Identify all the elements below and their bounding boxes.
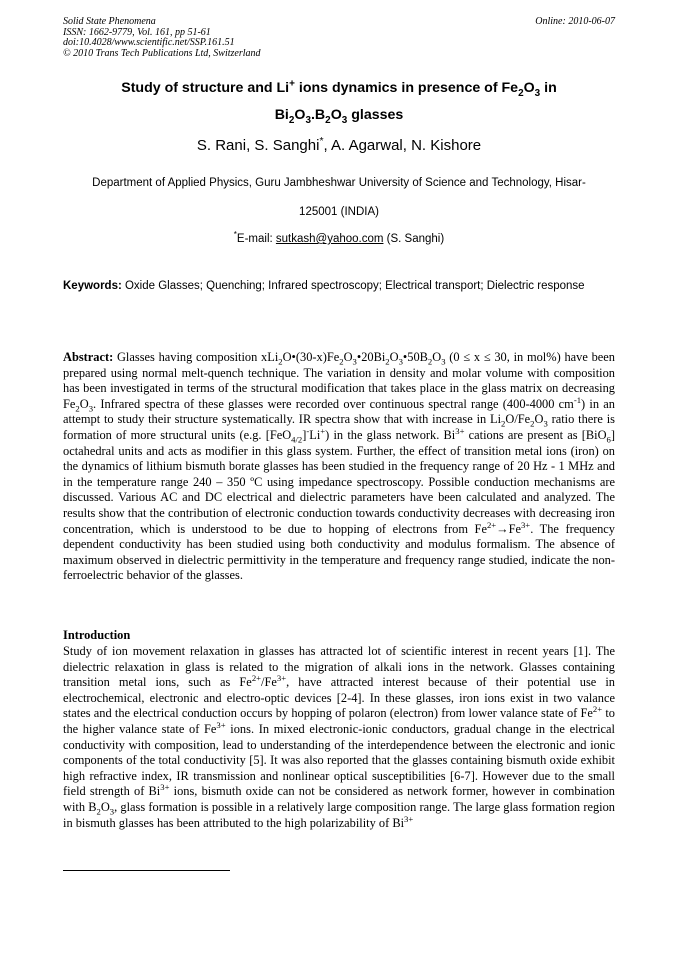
- email-note: (S. Sanghi): [383, 233, 445, 245]
- intro-sup: 3+: [276, 673, 287, 684]
- author-text: , A. Agarwal, N. Kishore: [323, 137, 482, 154]
- abstract-text: O/Fe: [505, 412, 531, 427]
- abstract-text: O: [79, 396, 89, 411]
- title-text: .B: [310, 107, 326, 123]
- issn-line: ISSN: 1662-9779, Vol. 161, pp 51-61: [63, 26, 211, 38]
- affiliation-line-2: 125001 (INDIA): [299, 206, 379, 218]
- abstract-text: O: [534, 412, 544, 427]
- intro-sup: 2+: [592, 704, 603, 715]
- paper-title-line-2: [63, 107, 615, 126]
- corresponding-mark: *: [319, 135, 324, 147]
- intro-text: , have attracted interest because of their potential use in electrochemical, electronic and electro-optic devices [2-4]. In these glasses, iron ions exist in two valance states and the electrical conduction occurs by hopping of polaron (electron) from lower valance state of Fe: [63, 675, 615, 721]
- abstract-text: →Fe: [496, 521, 521, 536]
- intro-text: to the higher valance state of Fe: [63, 706, 615, 736]
- title-sub: 3: [305, 114, 311, 126]
- intro-sub: 3: [109, 806, 115, 817]
- intro-text: /Fe: [261, 675, 277, 690]
- abstract-text: ) in an attempt to study their structure systematically. IR spectra show that with increase in Li: [63, 396, 616, 427]
- abstract-text: . The frequency dependent conductivity has been studied using both conductivity and modulus formalism. The absence of maximum observed in dielectric permittivity in the temperature and frequency range studied, indicate the non-ferroelectric behavior of the glasses.: [63, 521, 615, 583]
- intro-sup: 3+: [160, 782, 170, 793]
- abstract-text: . Infrared spectra of these glasses were recorded over continuous spectral range (400-4000 cm: [93, 396, 574, 411]
- email-label: E-mail:: [236, 233, 276, 245]
- title-sub: 3: [341, 114, 348, 126]
- abstract-sup: 2+: [486, 519, 497, 530]
- abstract-sup: +: [320, 425, 326, 436]
- intro-text: ions, bismuth oxide can not be considered as network former, however in combination with B: [63, 784, 615, 814]
- abstract-text: (0 ≤ x ≤ 30, in mol%) have been prepared using normal melt-quench technique. The variation in density and molar volume with composition has been investigated in terms of the structural modification that takes place in the glass matrix on decreasing Fe: [63, 350, 615, 411]
- abstract-text: ] octahedral units and acts as modifier in this glass system. Further, the effect of transition metal ions (iron) on the dynamics of lithium bismuth borate glasses has been studied in the frequency range of 20 Hz - 1 MHz and in the temperature range 240 – 350 ºC using impedance spectroscopy. Possible conduction mechanisms are discussed. Various AC and DC electrical and dielectric parameters have been calculated and analyzed. The results show that the contribution of electronic conduction towards conductivity decreases with decreasing iron concentration, which is understood to be due to hopping of electrons from Fe: [63, 427, 615, 536]
- online-date: Online: 2010-06-07: [535, 16, 615, 27]
- intro-text: O: [100, 799, 110, 814]
- introduction-heading: Introduction: [63, 628, 131, 642]
- intro-sub: 2: [96, 806, 101, 817]
- title-text: in: [540, 80, 557, 96]
- abstract-sub: 6: [606, 434, 611, 445]
- title-sup: +: [289, 78, 295, 90]
- paper-title-line-1: [63, 78, 615, 99]
- doi-line: doi:10.4028/www.scientific.net/SSP.161.51: [63, 37, 235, 49]
- abstract-text: O•(30-x)Fe: [282, 350, 340, 364]
- footnote-rule: [63, 870, 230, 871]
- intro-sup: 2+: [251, 673, 262, 684]
- copyright-line: © 2010 Trans Tech Publications Ltd, Switzerland: [63, 47, 261, 59]
- introduction-body: [63, 644, 615, 831]
- intro-text: , glass formation is possible in a relatively large composition range. The large glass formation region in bismuth glasses has been attributed to the high polarizability of Bi: [63, 799, 615, 830]
- abstract-text: ]: [302, 427, 307, 442]
- email-mark: *: [233, 230, 237, 240]
- intro-text: ions. In mixed electronic-ionic conductors, gradual change in the electrical conductivity with composition, lead to understanding of the interdependence between the electronic and ionic components of the total conductivity [5]. It was also reported that the glasses containing bismuth oxide exhibit high refractive index, IR transmission and nonlinear optical susceptibilities [6-7]. However due to the small field strength of Bi: [63, 721, 616, 799]
- abstract-text: •50B: [402, 350, 428, 364]
- abstract-text: cations are present as [BiO: [464, 427, 607, 442]
- abstract-text: ) in the glass network. Bi: [325, 427, 456, 442]
- journal-name: Solid State Phenomena: [63, 16, 156, 27]
- intro-text: Study of ion movement relaxation in glasses has attracted lot of scientific interest in recent years [1]. The dielectric relaxation in glass is related to the migration of alkali ions in the network. Glasses containing transition metal ions, such as Fe: [63, 644, 615, 690]
- keywords-label: Keywords:: [63, 280, 122, 292]
- abstract-text: O: [343, 350, 353, 364]
- affiliation-line-1: Department of Applied Physics, Guru Jambheshwar University of Science and Technology, Hisar-: [92, 177, 586, 189]
- title-text: O: [330, 107, 342, 123]
- abstract-text: •20Bi: [356, 350, 386, 364]
- keywords: [63, 276, 615, 297]
- abstract-sup: -1: [573, 394, 582, 405]
- abstract-text: Glasses having composition xLi: [113, 350, 279, 364]
- keywords-text: Oxide Glasses; Quenching; Infrared spectroscopy; Electrical transport; Dielectric response: [121, 280, 585, 292]
- journal-header: [63, 17, 615, 59]
- title-sub: 2: [288, 114, 295, 126]
- email-link[interactable]: sutkash@yahoo.com: [275, 233, 384, 245]
- title-text: O: [523, 80, 535, 96]
- intro-sup: 3+: [216, 719, 226, 730]
- title-text: ions dynamics in presence of Fe: [294, 80, 519, 96]
- abstract-sup: 3+: [520, 519, 531, 530]
- author-list: [63, 137, 615, 154]
- title-text: O: [294, 107, 306, 123]
- abstract-sup: -: [306, 425, 310, 436]
- title-sub: 2: [325, 114, 331, 126]
- abstract-text: ratio there is formation of more structural units (e.g. [FeO: [63, 412, 615, 442]
- abstract-text: Li: [309, 427, 321, 442]
- abstract-text: O: [432, 350, 442, 364]
- title-text: Study of structure and Li: [121, 80, 290, 96]
- abstract-label: Abstract:: [63, 350, 114, 364]
- intro-sup: 3+: [404, 813, 414, 824]
- abstract-sup: 3+: [455, 425, 465, 436]
- title-sub: 2: [518, 87, 524, 99]
- title-text: Bi: [274, 107, 289, 123]
- author-text: S. Rani, S. Sanghi: [196, 137, 320, 154]
- abstract-text: O: [389, 350, 399, 364]
- email-line: [63, 230, 615, 245]
- title-text: glasses: [347, 107, 404, 123]
- title-sub: 3: [534, 87, 541, 99]
- abstract: Abstract: Glasses having composition $xLi_2O•(30-x)Fe_2O_3•20Bi_2O_3•50B_2O_3$ (0 ≤ x ≤ 30, in mol%) have been prepared using normal melt-quench technique. The variation in density and molar volume with composition has been investigated in terms of the structural modification that takes place in the glass matrix on decreasing $Fe_2O_3$. Infrared spectra of these glasses were recorded over continuous spectral range (400-4000 $cm^{-1}$) in an attempt to study their structure systematically. IR spectra show that with increase in $Li_2O/Fe_2O_3$ ratio there is formation of more structural units (e.g. [FeO$_{4/2}$]-Li+) in the glass network. $Bi^{3+}$ cations are present as [BiO$_6$] octahedral units and acts as modifier in this glass system. Further, the effect of transition metal ions (iron) on the dynamics of lithium bismuth borate glasses has been studied in the frequency range of 20 Hz - 1 MHz and in the temperature range 240 – 350 ºC using impedance spectroscopy. Possible conduction mechanisms are discussed. Various AC and DC electrical and dielectric parameters have been calculated and analyzed. The results show that the contribution of electronic conduction towards conductivity decreases with decreasing iron concentration, which is understood to be due to hopping of electrons from $Fe^{2+}\to Fe^{3+}$. The frequency dependent conductivity has been studied using both conductivity and modulus formalism. The absence of maximum observed in dielectric permittivity in the temperature and frequency range studied, indicate the non-ferroelectric behavior of the glasses.: [63, 350, 616, 583]
- abstract-sub: 4/2: [291, 434, 303, 445]
